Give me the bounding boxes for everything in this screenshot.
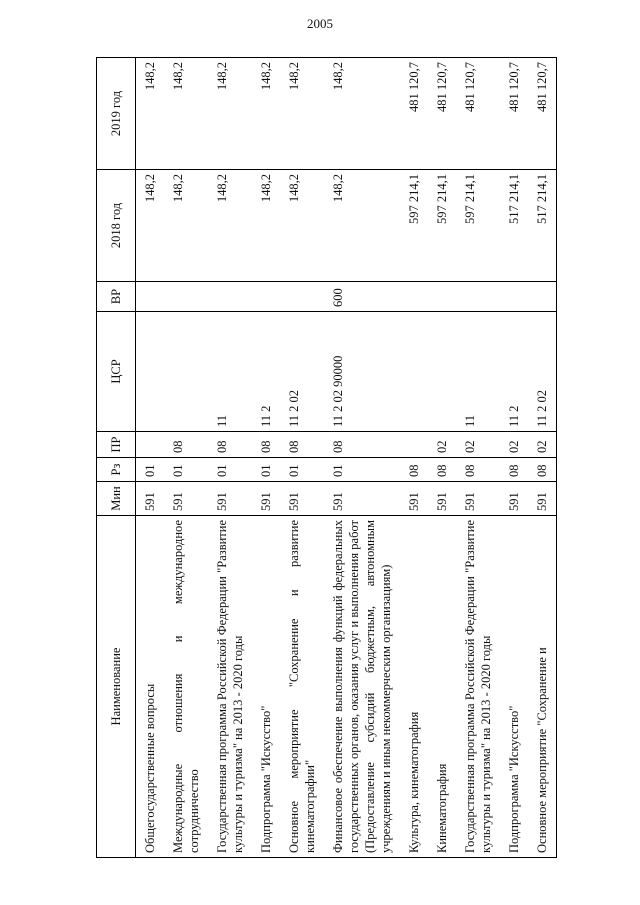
cell-csr: 11 <box>456 312 500 432</box>
cell-pr <box>400 432 428 458</box>
table-row <box>136 58 165 858</box>
cell-min: 591 <box>324 482 400 516</box>
cell-rz: 01 <box>324 458 400 482</box>
cell-csr: 11 2 <box>252 312 280 432</box>
cell-pr: 02 <box>456 432 500 458</box>
cell-2019: 481 120,7 <box>528 58 557 170</box>
cell-vr <box>252 282 280 312</box>
header-row <box>97 58 136 858</box>
cell-2018: 597 214,1 <box>428 170 456 282</box>
cell-min: 591 <box>208 482 252 516</box>
cell-min: 591 <box>136 482 165 516</box>
cell-csr <box>164 312 208 432</box>
cell-name: Общегосударственные вопросы <box>136 516 165 858</box>
cell-2019: 481 120,7 <box>500 58 528 170</box>
table-row <box>428 58 456 858</box>
cell-pr: 02 <box>500 432 528 458</box>
table-row <box>324 58 400 858</box>
cell-pr: 08 <box>324 432 400 458</box>
cell-name: Финансовое обеспечение выполнения функций федеральных государственных органов, оказания услуг и выполнения работ (Предоставление субсидий бюджетным, автономным учреждениям и иным некоммерческим организациям) <box>324 516 400 858</box>
cell-csr: 11 2 02 90000 <box>324 312 400 432</box>
cell-vr <box>428 282 456 312</box>
cell-2018: 148,2 <box>136 170 165 282</box>
header-min: Мин <box>97 482 136 516</box>
header-pr: ПР <box>97 432 136 458</box>
table-row <box>280 58 324 858</box>
cell-vr <box>164 282 208 312</box>
header-2019: 2019 год <box>97 58 136 170</box>
cell-name: Основное мероприятие "Сохранение и развитие кинематографии" <box>280 516 324 858</box>
table-row <box>208 58 252 858</box>
cell-name: Основное мероприятие "Сохранение и <box>528 516 557 858</box>
cell-csr <box>400 312 428 432</box>
cell-2018: 517 214,1 <box>528 170 557 282</box>
cell-name: Государственная программа Российской Федерации "Развитие культуры и туризма" на 2013 - 2020 годы <box>208 516 252 858</box>
cell-rz: 08 <box>528 458 557 482</box>
cell-rz: 01 <box>164 458 208 482</box>
cell-2018: 597 214,1 <box>400 170 428 282</box>
cell-rz: 01 <box>208 458 252 482</box>
header-rz: Рз <box>97 458 136 482</box>
cell-min: 591 <box>500 482 528 516</box>
table-row <box>500 58 528 858</box>
cell-csr: 11 2 <box>500 312 528 432</box>
cell-name: Международные отношения и международное сотрудничество <box>164 516 208 858</box>
cell-2019: 148,2 <box>208 58 252 170</box>
page-number: 2005 <box>307 16 333 31</box>
cell-2019: 148,2 <box>252 58 280 170</box>
cell-pr: 08 <box>208 432 252 458</box>
cell-2019: 148,2 <box>164 58 208 170</box>
cell-csr: 11 2 02 <box>528 312 557 432</box>
cell-min: 591 <box>456 482 500 516</box>
cell-csr <box>428 312 456 432</box>
cell-2019: 148,2 <box>280 58 324 170</box>
cell-min: 591 <box>428 482 456 516</box>
cell-vr <box>456 282 500 312</box>
cell-rz: 01 <box>280 458 324 482</box>
cell-2019: 481 120,7 <box>456 58 500 170</box>
cell-2018: 148,2 <box>164 170 208 282</box>
header-2018: 2018 год <box>97 170 136 282</box>
header-vr: ВР <box>97 282 136 312</box>
cell-2019: 148,2 <box>136 58 165 170</box>
cell-csr <box>136 312 165 432</box>
cell-name: Подпрограмма "Искусство" <box>500 516 528 858</box>
table-row <box>456 58 500 858</box>
cell-vr <box>528 282 557 312</box>
cell-2019: 481 120,7 <box>400 58 428 170</box>
cell-name: Культура, кинематография <box>400 516 428 858</box>
cell-name: Подпрограмма "Искусство" <box>252 516 280 858</box>
cell-vr <box>500 282 528 312</box>
table-row <box>400 58 428 858</box>
cell-pr: 08 <box>164 432 208 458</box>
cell-pr <box>136 432 165 458</box>
table-row <box>164 58 208 858</box>
cell-2018: 148,2 <box>208 170 252 282</box>
cell-vr <box>280 282 324 312</box>
cell-2018: 517 214,1 <box>500 170 528 282</box>
cell-rz: 08 <box>500 458 528 482</box>
table-row <box>252 58 280 858</box>
cell-vr <box>136 282 165 312</box>
cell-pr: 08 <box>252 432 280 458</box>
cell-rz: 08 <box>428 458 456 482</box>
cell-rz: 08 <box>456 458 500 482</box>
header-name: Наименование <box>97 516 136 858</box>
cell-vr <box>208 282 252 312</box>
cell-name: Государственная программа Российской Федерации "Развитие культуры и туризма" на 2013 - 2020 годы <box>456 516 500 858</box>
cell-rz: 01 <box>252 458 280 482</box>
cell-min: 591 <box>280 482 324 516</box>
header-csr: ЦСР <box>97 312 136 432</box>
cell-name: Кинематография <box>428 516 456 858</box>
cell-2019: 481 120,7 <box>428 58 456 170</box>
rotated-table-container <box>96 58 549 858</box>
cell-csr: 11 2 02 <box>280 312 324 432</box>
cell-vr <box>400 282 428 312</box>
cell-2018: 148,2 <box>252 170 280 282</box>
cell-rz: 08 <box>400 458 428 482</box>
cell-min: 591 <box>164 482 208 516</box>
cell-2018: 148,2 <box>280 170 324 282</box>
cell-pr: 08 <box>280 432 324 458</box>
cell-2019: 148,2 <box>324 58 400 170</box>
table-row <box>528 58 557 858</box>
cell-pr: 02 <box>428 432 456 458</box>
cell-min: 591 <box>528 482 557 516</box>
cell-2018: 148,2 <box>324 170 400 282</box>
cell-min: 591 <box>252 482 280 516</box>
cell-csr: 11 <box>208 312 252 432</box>
cell-pr: 02 <box>528 432 557 458</box>
cell-vr: 600 <box>324 282 400 312</box>
cell-rz: 01 <box>136 458 165 482</box>
cell-min: 591 <box>400 482 428 516</box>
cell-2018: 597 214,1 <box>456 170 500 282</box>
budget-table <box>96 57 557 858</box>
rotated-table-area <box>96 58 549 858</box>
